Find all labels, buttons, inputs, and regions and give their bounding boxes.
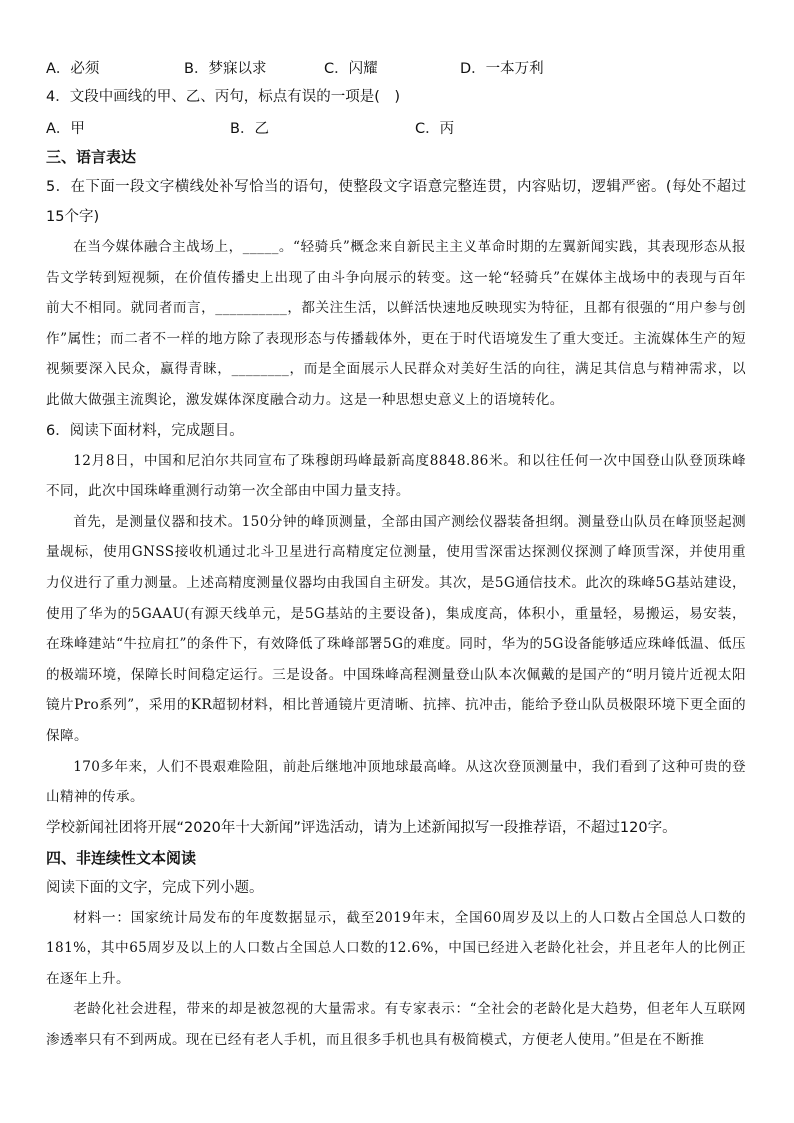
q3-option-c[interactable]: C．闪耀 <box>324 60 378 77</box>
q5-passage: 在当今媒体融合主战场上，_____。“轻骑兵”概念来自新民主主义革命时期的左翼新闻实践，其表现形态从报告文学转到短视频，在价值传播史上出现了由斗争向展示的转变。这一轮“轻骑兵”在媒体主战场中的表现与百年前大不相同。就同者而言，__________，都关注生活，以鲜活快速地反映现实为特征，且都有很强的“用户参与创作”属性；而二者不一样的地方除了表现形态与传播载体外，更在于时代语境发生了重大变迁。主流媒体生产的短视频要深入民众，赢得青睐，________，而是全面展示人民群众对美好生活的向往，满足其信息与精神需求，以此做大做强主流舆论，激发媒体深度融合动力。这是一种思想史意义上的语境转化。 <box>46 239 746 408</box>
q4-stem: 4．文段中画线的甲、乙、丙句，标点有误的一项是( ) <box>46 89 401 105</box>
material-1-paragraph-2: 老龄化社会进程，带来的却是被忽视的大量需求。有专家表示：“全社会的老龄化是大趋势，但老年人互联网渗透率只有不到两成。现在已经有老人手机，而且很多手机也具有极简模式，方便老人使用。”但是在不断推 <box>46 1001 746 1049</box>
q4-options <box>46 112 746 142</box>
q3-options <box>46 52 746 82</box>
q4-option-c[interactable]: C．丙 <box>415 120 455 137</box>
document-page <box>46 52 746 1056</box>
q6-task: 学校新闻社团将开展“2020年十大新闻”评选活动，请为上述新闻拟写一段推荐语，不超过120字。 <box>46 819 677 836</box>
q3-option-a[interactable]: A．必须 <box>46 60 100 77</box>
q3-option-d[interactable]: D．一本万利 <box>460 60 544 77</box>
q6-paragraph-1: 12月8日，中国和尼泊尔共同宣布了珠穆朗玛峰最新高度8848.86米。和以往任何一次中国登山队登顶珠峰不同，此次中国珠峰重测行动第一次全部由中国力量支持。 <box>46 452 746 500</box>
material-1-paragraph: 材料一：国家统计局发布的年度数据显示，截至2019年末，全国60周岁及以上的人口数占全国总人口数的181%，其中65周岁及以上的人口数占全国总人口数的12.6%，中国已经进入老龄化社会，并且老年人的比例正在逐年上升。 <box>46 909 746 987</box>
section4-intro: 阅读下面的文字，完成下列小题。 <box>46 879 264 896</box>
q6-stem: 6．阅读下面材料，完成题目。 <box>46 422 244 439</box>
q6-paragraph-3: 170多年来，人们不畏艰难险阻，前赴后继地冲顶地球最高峰。从这次登顶测量中，我们看到了这种可贵的登山精神的传承。 <box>46 758 746 806</box>
section-heading-language-expression: 三、语言表达 <box>46 148 137 166</box>
q6-paragraph-2: 首先，是测量仪器和技术。150分钟的峰顶测量，全部由国产测绘仪器装备担纲。测量登山队员在峰顶竖起测量觇标，使用GNSS接收机通过北斗卫星进行高精度定位测量，使用雪深雷达探测仪探测了峰顶雪深，并使用重力仪进行了重力测量。上述高精度测量仪器均由我国自主研发。其次，是5G通信技术。此次的珠峰5G基站建设，使用了华为的5GAAU(有源天线单元，是5G基站的主要设备)，集成度高，体积小，重量轻，易搬运，易安装，在珠峰建站“牛拉肩扛”的条件下，有效降低了珠峰部署5G的难度。同时，华为的5G设备能够适应珠峰低温、低压的极端环境，保障长时间稳定运行。三是设备。中国珠峰高程测量登山队本次佩戴的是国产的“明月镜片近视太阳镜片Pro系列”，采用的KR超韧材料，相比普通镜片更清晰、抗摔、抗冲击，能给予登山队员极限环境下更全面的保障。 <box>46 513 746 744</box>
q4-option-b[interactable]: B．乙 <box>230 120 269 137</box>
section-heading-nonlinear-reading: 四、非连续性文本阅读 <box>46 848 197 867</box>
q5-stem: 5．在下面一段文字横线处补写恰当的语句，使整段文字语意完整连贯，内容贴切，逻辑严密。(每处不超过15个字) <box>46 179 746 225</box>
q4-option-a[interactable]: A．甲 <box>46 120 85 137</box>
q3-option-b[interactable]: B．梦寐以求 <box>184 60 267 77</box>
